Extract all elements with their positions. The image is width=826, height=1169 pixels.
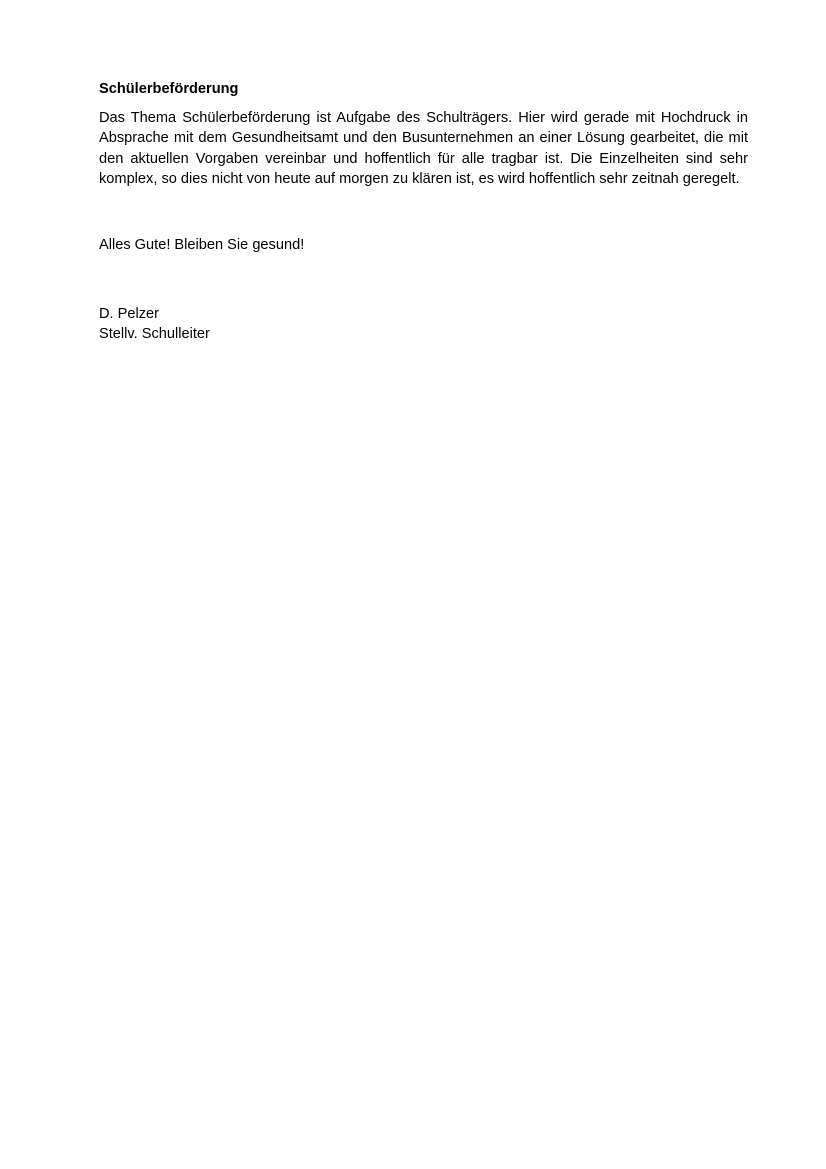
document-body (99, 79, 748, 345)
signature-block (99, 304, 748, 345)
closing-line: Alles Gute! Bleiben Sie gesund! (99, 236, 305, 253)
signature-role: Stellv. Schulleiter (99, 326, 210, 343)
section-heading: Schülerbeförderung (99, 81, 239, 97)
body-paragraph: Das Thema Schülerbeförderung ist Aufgabe des Schulträgers. Hier wird gerade mit Hochdruck in Absprache mit dem Gesundheitsamt und den Busunternehmen an einer Lösung gearbeitet, die mit den aktuellen Vorgaben vereinbar und hoffentlich für alle tragbar ist. Die Einzelheiten sind sehr komplex, so dies nicht von heute auf morgen zu klären ist, es wird hoffentlich sehr zeitnah geregelt. (99, 109, 748, 188)
signature-name: D. Pelzer (99, 305, 160, 322)
